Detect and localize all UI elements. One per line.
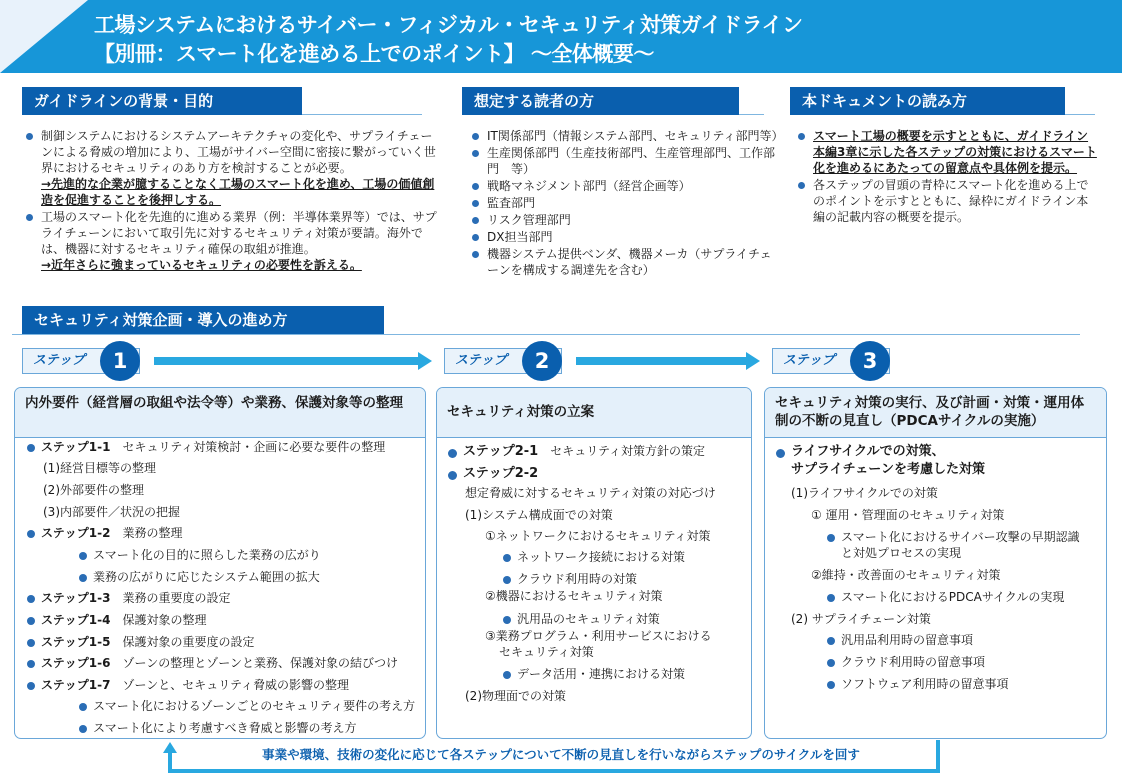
title-banner bbox=[0, 0, 1122, 73]
step-line: ステップ1-4 保護対象の整理 bbox=[41, 613, 207, 627]
step-line: ステップ1-3 業務の重要度の設定 bbox=[41, 591, 231, 605]
flow-arrowhead-icon bbox=[418, 352, 432, 370]
cycle-caption: 事業や環境、技術の変化に応じて各ステップについて不断の見直しを行いながらステップのサイクルを回す bbox=[262, 747, 860, 762]
step-line: ① 運用・管理面のセキュリティ対策 bbox=[811, 508, 1005, 522]
step-line: スマート化により考慮すべき脅威と影響の考え方 bbox=[93, 721, 357, 735]
step-line: (2)外部要件の整理 bbox=[43, 483, 144, 497]
step-1-number: 1 bbox=[100, 341, 140, 381]
step-line: と対処プロセスの実現 bbox=[841, 546, 962, 560]
step-2-title: セキュリティ対策の立案 bbox=[437, 388, 751, 438]
step-line: ステップ1-6 ゾーンの整理とゾーンと業務、保護対象の結びつけ bbox=[41, 656, 398, 670]
step-line: スマート化におけるサイバー攻撃の早期認識 bbox=[841, 530, 1080, 544]
step-3-panel bbox=[764, 387, 1107, 739]
list-item: 機器システム提供ベンダ、機器メーカ（サプライチェーンを構成する調達先を含む） bbox=[468, 246, 780, 278]
list-item: 制御システムにおけるシステムアーキテクチャの変化や、サプライチェーンによる脅威の増加により、工場がサイバー空間に密接に繋がっていく世界におけるセキュリティのあり方を検討することが必要。 →先進的な企業が臆することなく工場のスマート化を進め、工場の価値創造を促進することを後押しする。 bbox=[22, 128, 442, 208]
step-line: スマート化におけるゾーンごとのセキュリティ要件の考え方 bbox=[93, 699, 416, 713]
background-list bbox=[22, 128, 442, 274]
step-line: ネットワーク接続における対策 bbox=[517, 550, 686, 564]
step-line: (1)システム構成面での対策 bbox=[465, 508, 613, 522]
list-item: DX担当部門 bbox=[468, 229, 780, 245]
step-line: クラウド利用時の留意事項 bbox=[841, 655, 986, 669]
step-1-tag: ステップ bbox=[22, 348, 140, 374]
section-heading-process: セキュリティ対策企画・導入の進め方 bbox=[22, 306, 384, 334]
step-line: サプライチェーンを考慮した対策 bbox=[791, 462, 985, 477]
step-line: 汎用品利用時の留意事項 bbox=[841, 633, 974, 647]
cycle-arrow-bottom bbox=[168, 769, 940, 773]
section-heading-readers: 想定する読者の方 bbox=[462, 87, 739, 115]
step-3-tag: ステップ bbox=[772, 348, 890, 374]
step-line: ②維持・改善面のセキュリティ対策 bbox=[811, 568, 1001, 582]
step-line: (2)物理面での対策 bbox=[465, 689, 566, 703]
page-title: 工場システムにおけるサイバー・フィジカル・セキュリティ対策ガイドライン bbox=[94, 13, 803, 37]
step-line: 汎用品のセキュリティ対策 bbox=[517, 612, 660, 626]
list-item: IT関係部門（情報システム部門、セキュリティ部門等） bbox=[468, 128, 780, 144]
list-item: 戦略マネジメント部門（経営企画等） bbox=[468, 178, 780, 194]
step-line: ステップ1-5 保護対象の重要度の設定 bbox=[41, 635, 255, 649]
list-item: 生産関係部門（生産技術部門、生産管理部門、工作部門 等） bbox=[468, 145, 780, 177]
title-banner-accent bbox=[0, 0, 88, 73]
step-line: スマート化の目的に照らした業務の広がり bbox=[93, 548, 321, 562]
section-heading-background: ガイドラインの背景・目的 bbox=[22, 87, 302, 115]
readers-list bbox=[468, 128, 784, 279]
step-line: ソフトウェア利用時の留意事項 bbox=[841, 677, 1009, 691]
flow-arrow bbox=[154, 357, 420, 365]
step-line: (2) サプライチェーン対策 bbox=[791, 612, 931, 626]
step-line: ライフサイクルでの対策、 bbox=[791, 444, 945, 459]
list-item: 各ステップの冒頭の青枠にスマート化を進める上でのポイントを示すとともに、緑枠にガイドライン本編の記載内容の概要を提示。 bbox=[794, 177, 1099, 225]
step-line: ③業務プログラム・利用サービスにおける bbox=[485, 629, 712, 643]
step-line: スマート化におけるPDCAサイクルの実現 bbox=[841, 590, 1065, 604]
step-line: セキュリティ対策 bbox=[499, 645, 594, 659]
step-line: ステップ1-7 ゾーンと、セキュリティ脅威の影響の整理 bbox=[41, 678, 350, 692]
step-line: 業務の広がりに応じたシステム範囲の拡大 bbox=[93, 570, 320, 584]
step-2-panel bbox=[436, 387, 752, 739]
step-line: ステップ1-1 セキュリティ対策検討・企画に必要な要件の整理 bbox=[41, 440, 386, 454]
step-3-title: セキュリティ対策の実行、及び計画・対策・運用体制の不断の見直し（PDCAサイクルの実施） bbox=[765, 388, 1106, 438]
flow-arrowhead-icon bbox=[746, 352, 760, 370]
section-underline bbox=[302, 114, 422, 115]
step-line: ステップ2-1 セキュリティ対策方針の策定 bbox=[463, 444, 706, 459]
step-3-number: 3 bbox=[850, 341, 890, 381]
list-item: リスク管理部門 bbox=[468, 212, 780, 228]
step-1-panel bbox=[14, 387, 426, 739]
section-heading-howto: 本ドキュメントの読み方 bbox=[790, 87, 1065, 115]
list-item: 工場のスマート化を先進的に進める業界（例：半導体業界等）では、サプライチェーンにおいて取引先に対するセキュリティ対策が要請。海外では、機器に対するセキュリティ確保の取組が推進。 →近年さらに強まっているセキュリティの必要性を訴える。 bbox=[22, 209, 442, 273]
step-1-title: 内外要件（経営層の取組や法令等）や業務、保護対象等の整理 bbox=[15, 388, 425, 438]
section-underline bbox=[739, 114, 764, 115]
step-line: (3)内部要件／状況の把握 bbox=[43, 505, 180, 519]
list-item: 監査部門 bbox=[468, 195, 780, 211]
step-line: 想定脅威に対するセキュリティ対策の対応づけ bbox=[465, 486, 716, 500]
emphasis-text: →近年さらに強まっているセキュリティの必要性を訴える。 bbox=[41, 258, 362, 272]
flow-arrow bbox=[576, 357, 748, 365]
step-line: ①ネットワークにおけるセキュリティ対策 bbox=[485, 529, 711, 543]
step-line: (1)ライフサイクルでの対策 bbox=[791, 486, 938, 500]
step-2-number: 2 bbox=[522, 341, 562, 381]
page-subtitle: 【別冊：スマート化を進める上でのポイント】 ～全体概要～ bbox=[94, 42, 654, 66]
emphasis-text: →先進的な企業が臆することなく工場のスマート化を進め、工場の価値創造を促進することを後押しする。 bbox=[41, 177, 435, 207]
step-line: ステップ1-2 業務の整理 bbox=[41, 526, 183, 540]
divider bbox=[12, 334, 1080, 335]
step-line: ステップ2-2 bbox=[463, 466, 539, 481]
howto-list bbox=[794, 128, 1099, 226]
step-2-tag: ステップ bbox=[444, 348, 562, 374]
step-line: データ活用・連携における対策 bbox=[517, 667, 686, 681]
section-underline bbox=[1065, 114, 1095, 115]
list-item: スマート工場の概要を示すとともに、ガイドライン本編3章に示した各ステップの対策におけるスマート化を進めるにあたっての留意点や具体例を提示。 bbox=[794, 128, 1099, 176]
step-line: クラウド利用時の対策 bbox=[517, 572, 638, 586]
step-line: ②機器におけるセキュリティ対策 bbox=[485, 589, 663, 603]
step-line: (1)経営目標等の整理 bbox=[43, 461, 156, 475]
